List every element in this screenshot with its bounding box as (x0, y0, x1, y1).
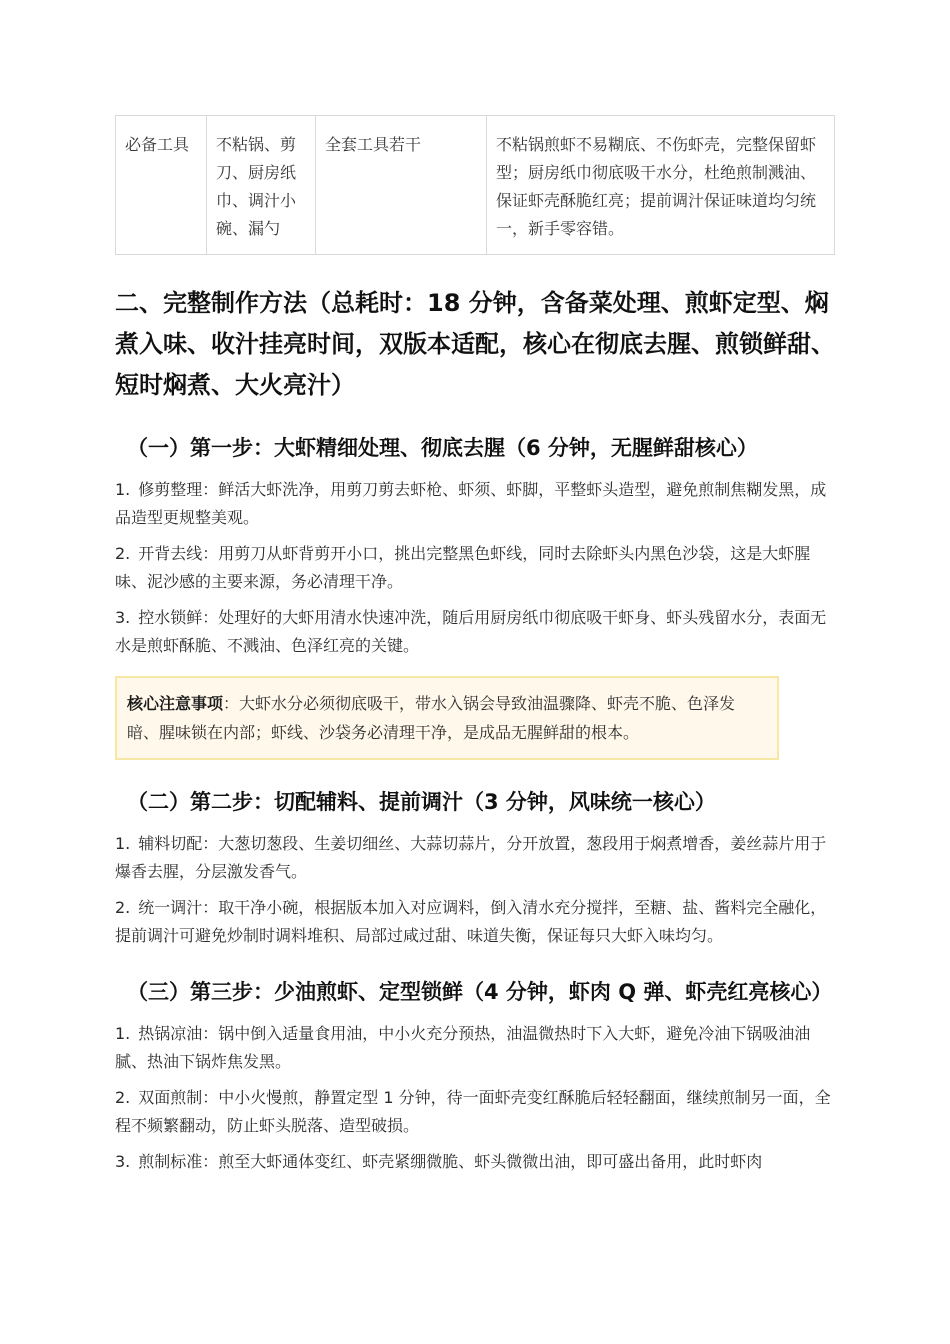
list-item: 3. 控水锁鲜：处理好的大虾用清水快速冲洗，随后用厨房纸巾彻底吸干虾身、虾头残留水分，表面无水是煎虾酥脆、不溅油、色泽红亮的关键。 (115, 608, 827, 655)
list-item: 2. 双面煎制：中小火慢煎，静置定型 1 分钟，待一面虾壳变红酥脆后轻轻翻面，继续煎制另一面，全程不频繁翻动，防止虾头脱落、造型破损。 (115, 1088, 831, 1135)
table-cell-items: 不粘锅、剪刀、厨房纸巾、调汁小碗、漏勺 (207, 116, 316, 255)
step2-title: （二）第二步：切配辅料、提前调汁（3 分钟，风味统一核心） (127, 790, 716, 814)
step3-title: （三）第三步：少油煎虾、定型锁鲜（4 分钟，虾肉 Q 弹、虾壳红亮核心） (127, 980, 833, 1004)
note-box (115, 676, 779, 760)
step1-title: （一）第一步：大虾精细处理、彻底去腥（6 分钟，无腥鲜甜核心） (127, 436, 758, 460)
note-label: 核心注意事项 (127, 694, 224, 713)
tools-table (115, 115, 835, 255)
table-cell-notes: 不粘锅煎虾不易糊底、不伤虾壳，完整保留虾型；厨房纸巾彻底吸干水分，杜绝煎制溅油、保证虾壳酥脆红亮；提前调汁保证味道均匀统一，新手零容错。 (487, 116, 835, 255)
list-item: 1. 辅料切配：大葱切葱段、生姜切细丝、大蒜切蒜片，分开放置，葱段用于焖煮增香，姜丝蒜片用于爆香去腥，分层激发香气。 (115, 834, 827, 881)
table-row (116, 116, 835, 255)
section-title: 二、完整制作方法（总耗时：18 分钟，含备菜处理、煎虾定型、焖煮入味、收汁挂亮时间，双版本适配，核心在彻底去腥、煎锁鲜甜、短时焖煮、大火亮汁） (115, 289, 835, 399)
list-item: 3. 煎制标准：煎至大虾通体变红、虾壳紧绷微脆、虾头微微出油，即可盛出备用，此时虾肉 (115, 1152, 763, 1171)
list-item: 1. 热锅凉油：锅中倒入适量食用油，中小火充分预热，油温微热时下入大虾，避免冷油下锅吸油油腻、热油下锅炸焦发黑。 (115, 1024, 811, 1071)
table-cell-category: 必备工具 (116, 116, 207, 255)
table-cell-quantity: 全套工具若干 (316, 116, 487, 255)
list-item: 1. 修剪整理：鲜活大虾洗净，用剪刀剪去虾枪、虾须、虾脚，平整虾头造型，避免煎制焦糊发黑，成品造型更规整美观。 (115, 480, 827, 527)
list-item: 2. 统一调汁：取干净小碗，根据版本加入对应调料，倒入清水充分搅拌，至糖、盐、酱料完全融化，提前调汁可避免炒制时调料堆积、局部过咸过甜、味道失衡，保证每只大虾入味均匀。 (115, 898, 827, 945)
list-item: 2. 开背去线：用剪刀从虾背剪开小口，挑出完整黑色虾线，同时去除虾头内黑色沙袋，这是大虾腥味、泥沙感的主要来源，务必清理干净。 (115, 544, 811, 591)
note-text: ：大虾水分必须彻底吸干，带水入锅会导致油温骤降、虾壳不脆、色泽发暗、腥味锁在内部；虾线、沙袋务必清理干净，是成品无腥鲜甜的根本。 (127, 694, 736, 742)
document-page (115, 115, 835, 1184)
